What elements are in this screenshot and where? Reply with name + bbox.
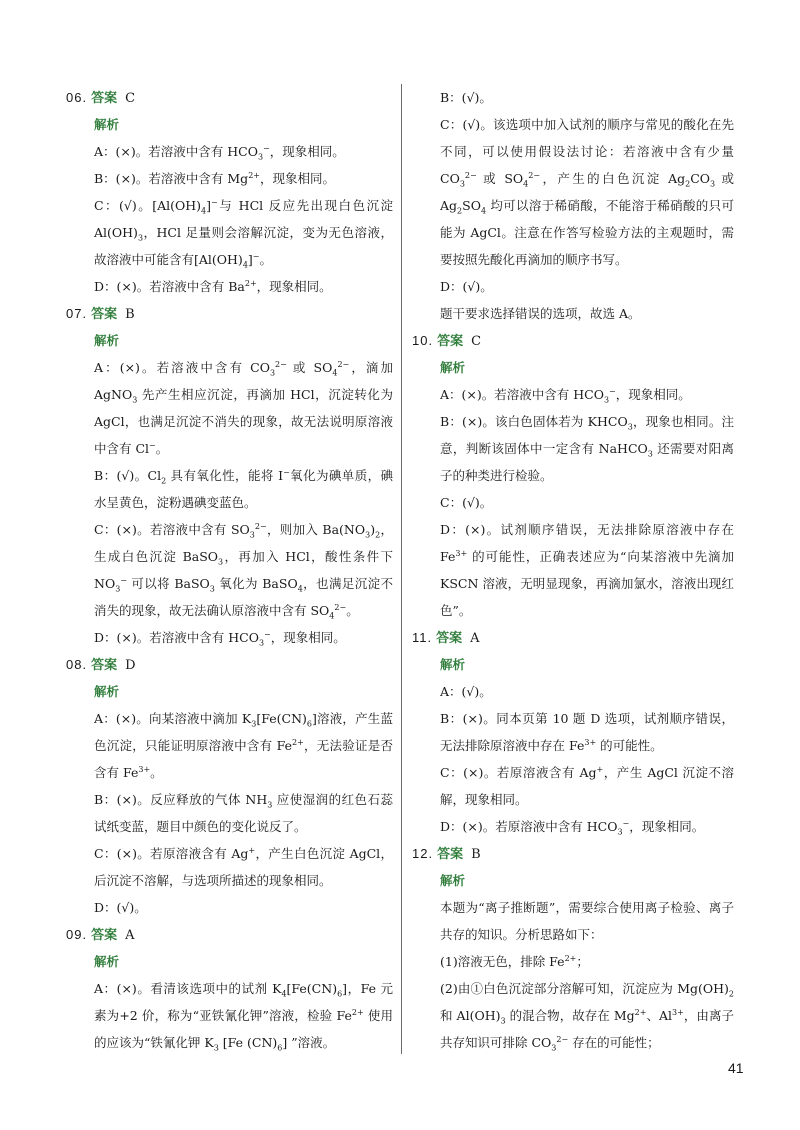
question-number: 06. [66,90,88,105]
answer-label: 答案 [91,307,118,322]
analysis-paragraph: B：(√)。 [440,90,492,105]
question-number: 08. [66,657,88,672]
question-header [412,327,734,354]
answer-label: 答案 [437,334,464,349]
analysis-paragraph: B：(×)。若溶液中含有 $Mg^{2+}$，现象相同。 [94,170,335,186]
answer-label: 答案 [91,928,118,943]
answer-label: 答案 [436,631,463,646]
question-block [66,84,393,300]
answer-label: 答案 [437,847,464,862]
question-header [66,921,393,948]
continued-analysis [412,84,734,327]
analysis-paragraph: C：(×)。若溶液中含有 $SO_3^{2-}$，则加入 $Ba(NO_3)_2$，生成白色沉淀 BaSO$_3$，再加入 HCl，酸性条件下 $NO_3^-$ 可以将 BaSO$_3$ 氧化为 BaSO$_4$，也满足沉淀不消失的现象，故无法确认原溶液中含有 $SO_4^{2-}$。 [94,521,393,621]
analysis-paragraph: D：(×)。若溶液中含有 $Ba^{2+}$，现象相同。 [94,278,332,294]
question-header [66,651,393,678]
analysis-paragraph: A：(×)。向某溶液中滴加 $K_3[Fe(CN)_6]$溶液，产生蓝色沉淀，只能证明原溶液中含有 $Fe^{2+}$，无法验证是否含有 $Fe^{3+}$。 [94,711,393,780]
analysis-paragraph: B：(×)。同本页第 10 题 D 选项，试剂顺序错误，无法排除原溶液中存在 $Fe^{3+}$ 的可能性。 [440,711,734,753]
question-block [412,327,734,624]
analysis-paragraph: A：(√)。 [440,684,492,699]
analysis-paragraph: A：(×)。看清该选项中的试剂 $K_4[Fe(CN)_6]$，Fe 元素为+2 价，称为“亚铁氰化钾”溶液，检验 $Fe^{2+}$ 使用的应该为“铁氰化钾 $K_3$ [Fe $(CN)_6$] ”溶液。 [94,981,393,1053]
analysis-label: 解析 [440,873,466,888]
analysis-label: 解析 [440,657,466,672]
analysis-label: 解析 [94,117,120,132]
question-body [412,354,734,624]
analysis-label: 解析 [94,954,120,969]
page-number: 41 [728,1060,744,1076]
question-number: 11. [412,630,433,645]
answer-value: C [471,334,482,349]
answer-value: C [125,91,136,106]
analysis-paragraph: C：(√)。该选项中加入试剂的顺序与常见的酸化在先不同，可以使用假设法讨论：若溶液中含有少量 $CO_3^{2-}$ 或 $SO_4^{2-}$，产生的白色沉淀 $Ag_2CO_3$ 或 $Ag_2SO_4$ 均可以溶于稀硝酸，不能溶于稀硝酸的只可能为 AgCl。注意在作答写检验方法的主观题时，需要按照先酸化再滴加的顺序书写。 [440,117,734,267]
question-body [412,651,734,840]
analysis-paragraph: D：(×)。试剂顺序错误，无法排除原溶液中存在 $Fe^{3+}$ 的可能性，正确表述应为“向某溶液中先滴加 KSCN 溶液，无明显现象，再滴加氯水，溶液出现红色”。 [440,522,734,618]
analysis-paragraph: 本题为“离子推断题”，需要综合使用离子检验、离子共存的知识。分析思路如下： [440,900,734,942]
column-divider [401,84,402,1054]
analysis-label: 解析 [94,333,120,348]
analysis-paragraph: B：(×)。该白色固体若为 $KHCO_3$，现象也相同。注意，判断该固体中一定含有 NaHCO$_3$ 还需要对阳离子的种类进行检验。 [440,414,734,483]
analysis-paragraph: C：(√)。 [440,495,493,510]
question-body [66,111,393,300]
analysis-paragraph: A：(×)。若溶液中含有 $HCO_3^-$，现象相同。 [440,386,691,405]
question-number: 07. [66,306,88,321]
question-number: 10. [412,333,434,348]
question-header [412,840,734,867]
question-body [66,678,393,921]
analysis-paragraph: (1)溶液无色，排除 $Fe^{2+}$； [440,953,589,969]
analysis-label: 解析 [440,360,466,375]
question-body [66,327,393,651]
answer-value: A [470,631,480,646]
analysis-paragraph: D：(√)。 [440,279,493,294]
analysis-paragraph: C：(×)。若原溶液含有 Ag+，产生 AgCl 沉淀不溶解，现象相同。 [440,764,734,807]
question-body [412,867,734,1056]
analysis-paragraph: C：(√)。$[Al(OH)_4]^-$与 HCl 反应先出现白色沉淀 $Al(OH)_3$，HCl 足量则会溶解沉淀，变为无色溶液，故溶液中可能含有$[Al(OH)_4]^-$。 [94,197,393,270]
question-block [412,624,734,840]
analysis-paragraph: D：(×)。若溶液中含有 $HCO_3^-$，现象相同。 [94,629,346,648]
answer-label: 答案 [91,658,118,673]
question-number: 12. [412,846,434,861]
analysis-paragraph: (2)由①白色沉淀部分溶解可知，沉淀应为 $Mg(OH)_2$ 和 $Al(OH)_3$ 的混合物，故存在 $Mg^{2+}$、$Al^{3+}$，由离子共存知识可排除 $CO_3^{2-}$ 存在的可能性； [440,981,734,1053]
analysis-paragraph: D：(√)。 [94,900,147,915]
question-header [66,300,393,327]
question-block [66,300,393,651]
question-block [66,921,393,1056]
analysis-paragraph: 题干要求选择错误的选项，故选 A。 [440,306,641,321]
analysis-paragraph: B：(√)。$Cl_2$ 具有氧化性，能将 I−氧化为碘单质，碘水呈黄色，淀粉遇碘变蓝色。 [94,467,393,510]
analysis-paragraph: C：(×)。若原溶液含有 Ag+，产生白色沉淀 AgCl，后沉淀不溶解，与选项所描述的现象相同。 [94,845,393,888]
analysis-label: 解析 [94,684,120,699]
question-number: 09. [66,927,88,942]
analysis-paragraph: D：(×)。若原溶液中含有 $HCO_3^-$，现象相同。 [440,818,705,837]
question-block [66,651,393,921]
analysis-paragraph: A：(×)。若溶液中含有 $HCO_3^-$，现象相同。 [94,143,345,162]
analysis-paragraph: B：(×)。反应释放的气体 $NH_3$ 应使湿润的红色石蕊试纸变蓝，题目中颜色的变化说反了。 [94,792,393,834]
answer-value: A [125,928,135,943]
question-block [412,840,734,1056]
question-body [66,948,393,1056]
answer-label: 答案 [91,91,118,106]
right-column [412,84,734,1056]
answer-value: B [125,307,135,322]
analysis-paragraph: A：(×)。若溶液中含有 $CO_3^{2-}$ 或 $SO_4^{2-}$，滴加 AgNO$_3$ 先产生相应沉淀，再滴加 HCl，沉淀转化为 AgCl，也满足沉淀不消失的现象，故无法说明原溶液中含有 Cl−。 [94,359,393,456]
question-header [412,624,734,651]
question-header [66,84,393,111]
answer-value: D [125,658,136,673]
left-column [66,84,393,1056]
answer-value: B [471,847,481,862]
